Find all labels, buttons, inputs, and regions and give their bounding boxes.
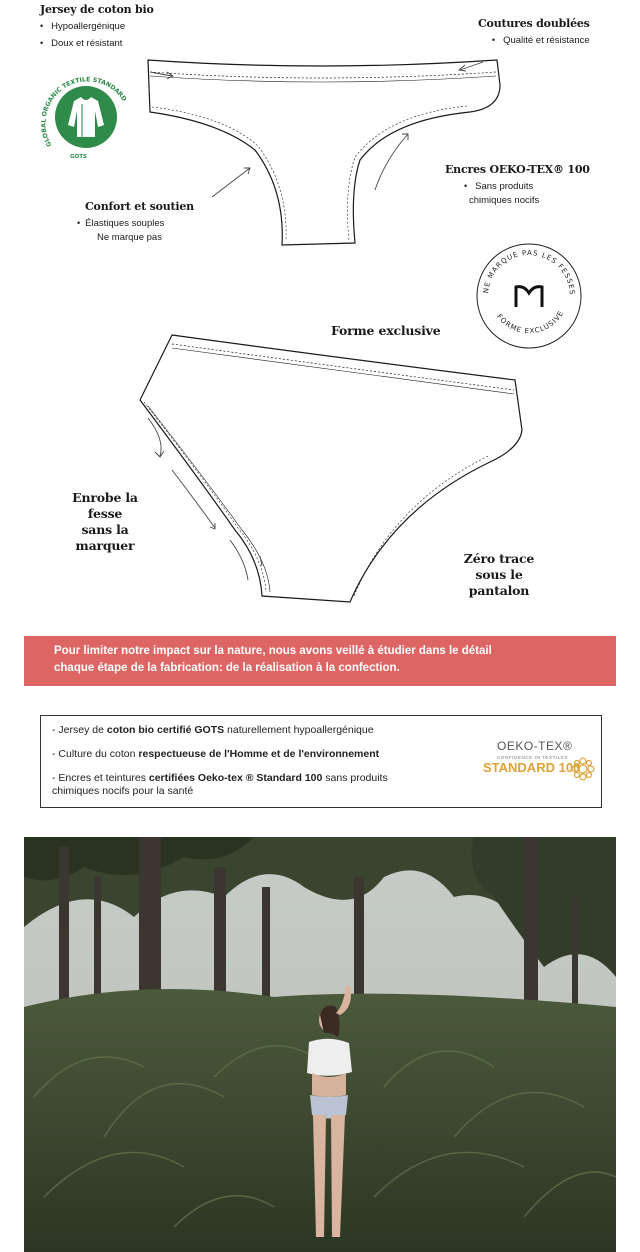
banner-line-1: Pour limiter notre impact sur la nature, nous avons veillé à étudier dans le détail [54,645,492,657]
features-box [40,715,602,808]
confort-bullet-2: Ne marque pas [97,232,162,243]
impact-banner [24,636,616,686]
jersey-title: Jersey de coton bio [40,3,154,16]
enrobe-line-2: sans la marquer [75,522,135,553]
coutures-title: Coutures doublées [478,17,590,30]
confort-title: Confort et soutien [85,200,194,213]
enrobe-label [55,490,155,554]
svg-text:NE MARQUE PAS LES FESSES: NE MARQUE PAS LES FESSES [482,248,577,296]
zero-line-2: sous le pantalon [468,567,530,598]
forme-label: Forme exclusive [331,323,441,338]
flower-icon [571,757,595,781]
encres-bullet-2: chimiques nocifs [469,195,540,206]
oeko-tex-sub: CONFIDENCE IN TEXTILES [497,755,569,760]
svg-text:FORME EXCLUSIVE: FORME EXCLUSIVE [495,309,566,336]
confort-block: Confort et soutien • Élastiques souples Ne marque pas [77,200,194,243]
encres-bullet-1: Sans produits [475,181,534,192]
coutures-bullet-1: • Qualité et résistance [478,32,590,49]
encres-block: Encres OEKO-TEX® 100 • Sans produits chimiques nocifs [445,163,590,206]
front-briefs-illustration [148,60,500,245]
jersey-bullet-2: • Doux et résistant [40,35,154,52]
zero-trace-label [444,551,554,599]
coutures-block [478,17,590,49]
jersey-block [40,3,154,52]
feature-row-1: - Jersey de coton bio certifié GOTS naturellement hypoallergénique [52,724,374,736]
feature-row-2: - Culture du coton respectueuse de l'Homme et de l'environnement [52,748,380,760]
enrobe-line-1: Enrobe la fesse [72,490,138,521]
exclusive-form-badge [474,241,584,351]
gots-logo-text: GLOBAL ORGANIC TEXTILE STANDARD [40,76,128,148]
oeko-tex-standard: STANDARD 100 [483,760,581,775]
jersey-bullet-1: • Hypoallergénique [40,18,154,35]
forest-model-photo [24,837,616,1252]
oeko-tex-title: OEKO-TEX® [497,739,573,753]
gots-sub: GOTS [70,154,87,160]
encres-title: Encres OEKO-TEX® 100 [445,163,590,176]
feature-row-3: - Encres et teintures certifiées Oeko-tex ® Standard 100 sans produits chimiques nocifs pour la santé [52,772,388,797]
oeko-tex-logo [483,739,593,779]
zero-line-1: Zéro trace [463,551,535,566]
confort-bullet-1: Élastiques souples [85,218,165,229]
banner-line-2: chaque étape de la fabrication: de la réalisation à la confection. [54,662,400,674]
